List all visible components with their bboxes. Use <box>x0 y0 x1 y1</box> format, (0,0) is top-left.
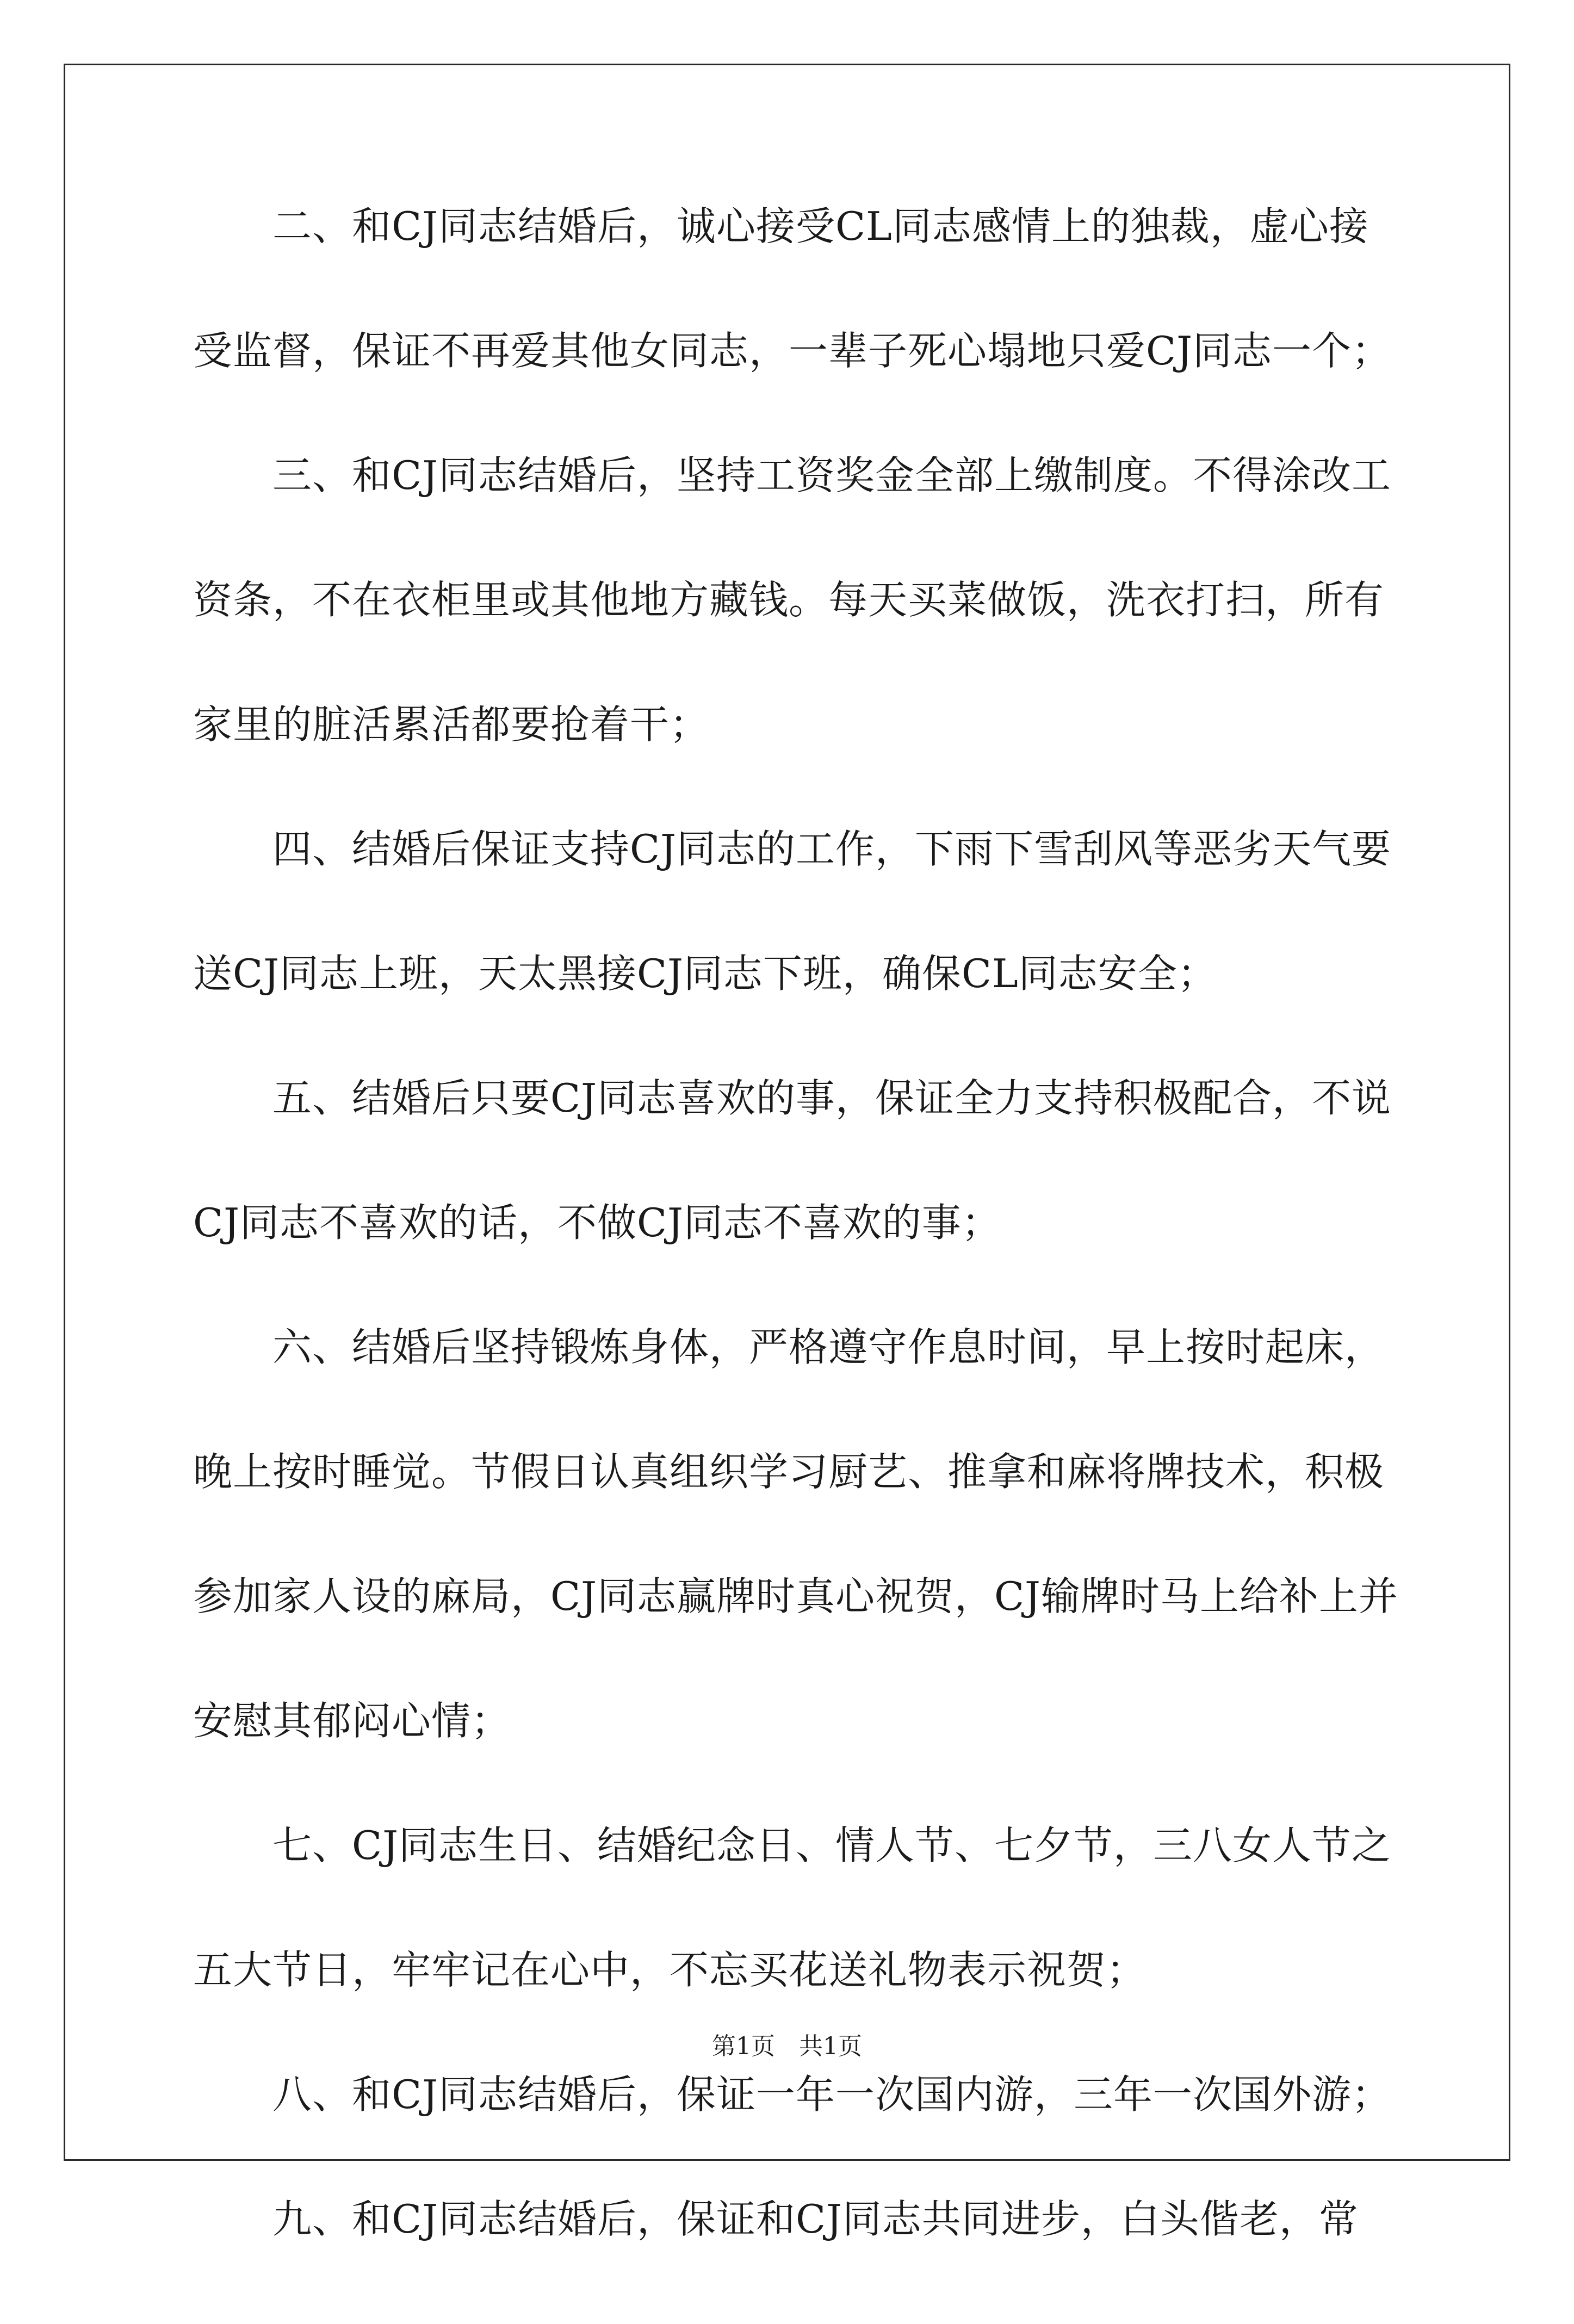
document-body <box>193 203 1398 2324</box>
text-line: 安慰其郁闷心情； <box>193 1698 511 1744</box>
text-line: 四、结婚后保证支持CJ同志的工作，下雨下雪刮风等恶劣天气要 <box>193 826 1391 872</box>
text-line: 送CJ同志上班，天太黑接CJ同志下班，确保CL同志安全； <box>193 951 1217 996</box>
text-line: 九、和CJ同志结婚后，保证和CJ同志共同进步，白头偕老，常 <box>193 2196 1359 2242</box>
text-line: 三、和CJ同志结婚后，坚持工资奖金全部上缴制度。不得涂改工 <box>193 453 1391 498</box>
page-number-footer: 第1页 共1页 <box>712 2032 862 2060</box>
text-line: CJ同志不喜欢的话，不做CJ同志不喜欢的事； <box>193 1200 1001 1245</box>
text-line: 六、结婚后坚持锻炼身体，严格遵守作息时间，早上按时起床， <box>193 1324 1385 1370</box>
text-line: 五大节日，牢牢记在心中，不忘买花送礼物表示祝贺； <box>193 1947 1147 1993</box>
text-line: 七、CJ同志生日、结婚纪念日、情人节、七夕节，三八女人节之 <box>193 1823 1391 1868</box>
text-line: 五、结婚后只要CJ同志喜欢的事，保证全力支持积极配合，不说 <box>193 1075 1391 1121</box>
text-line: 晚上按时睡觉。节假日认真组织学习厨艺、推拿和麻将牌技术，积极 <box>193 1449 1385 1495</box>
text-line: 家里的脏活累活都要抢着干； <box>193 702 710 747</box>
text-line: 资条，不在衣柜里或其他地方藏钱。每天买菜做饭，洗衣打扫，所有 <box>193 577 1385 623</box>
text-line: 参加家人设的麻局，CJ同志赢牌时真心祝贺，CJ输牌时马上给补上并 <box>193 1573 1398 1619</box>
text-line: 二、和CJ同志结婚后，诚心接受CL同志感情上的独裁，虚心接 <box>193 203 1369 249</box>
text-line: 受监督，保证不再爱其他女同志，一辈子死心塌地只爱CJ同志一个； <box>193 328 1391 374</box>
text-line: 八、和CJ同志结婚后，保证一年一次国内游，三年一次国外游； <box>193 2072 1391 2117</box>
